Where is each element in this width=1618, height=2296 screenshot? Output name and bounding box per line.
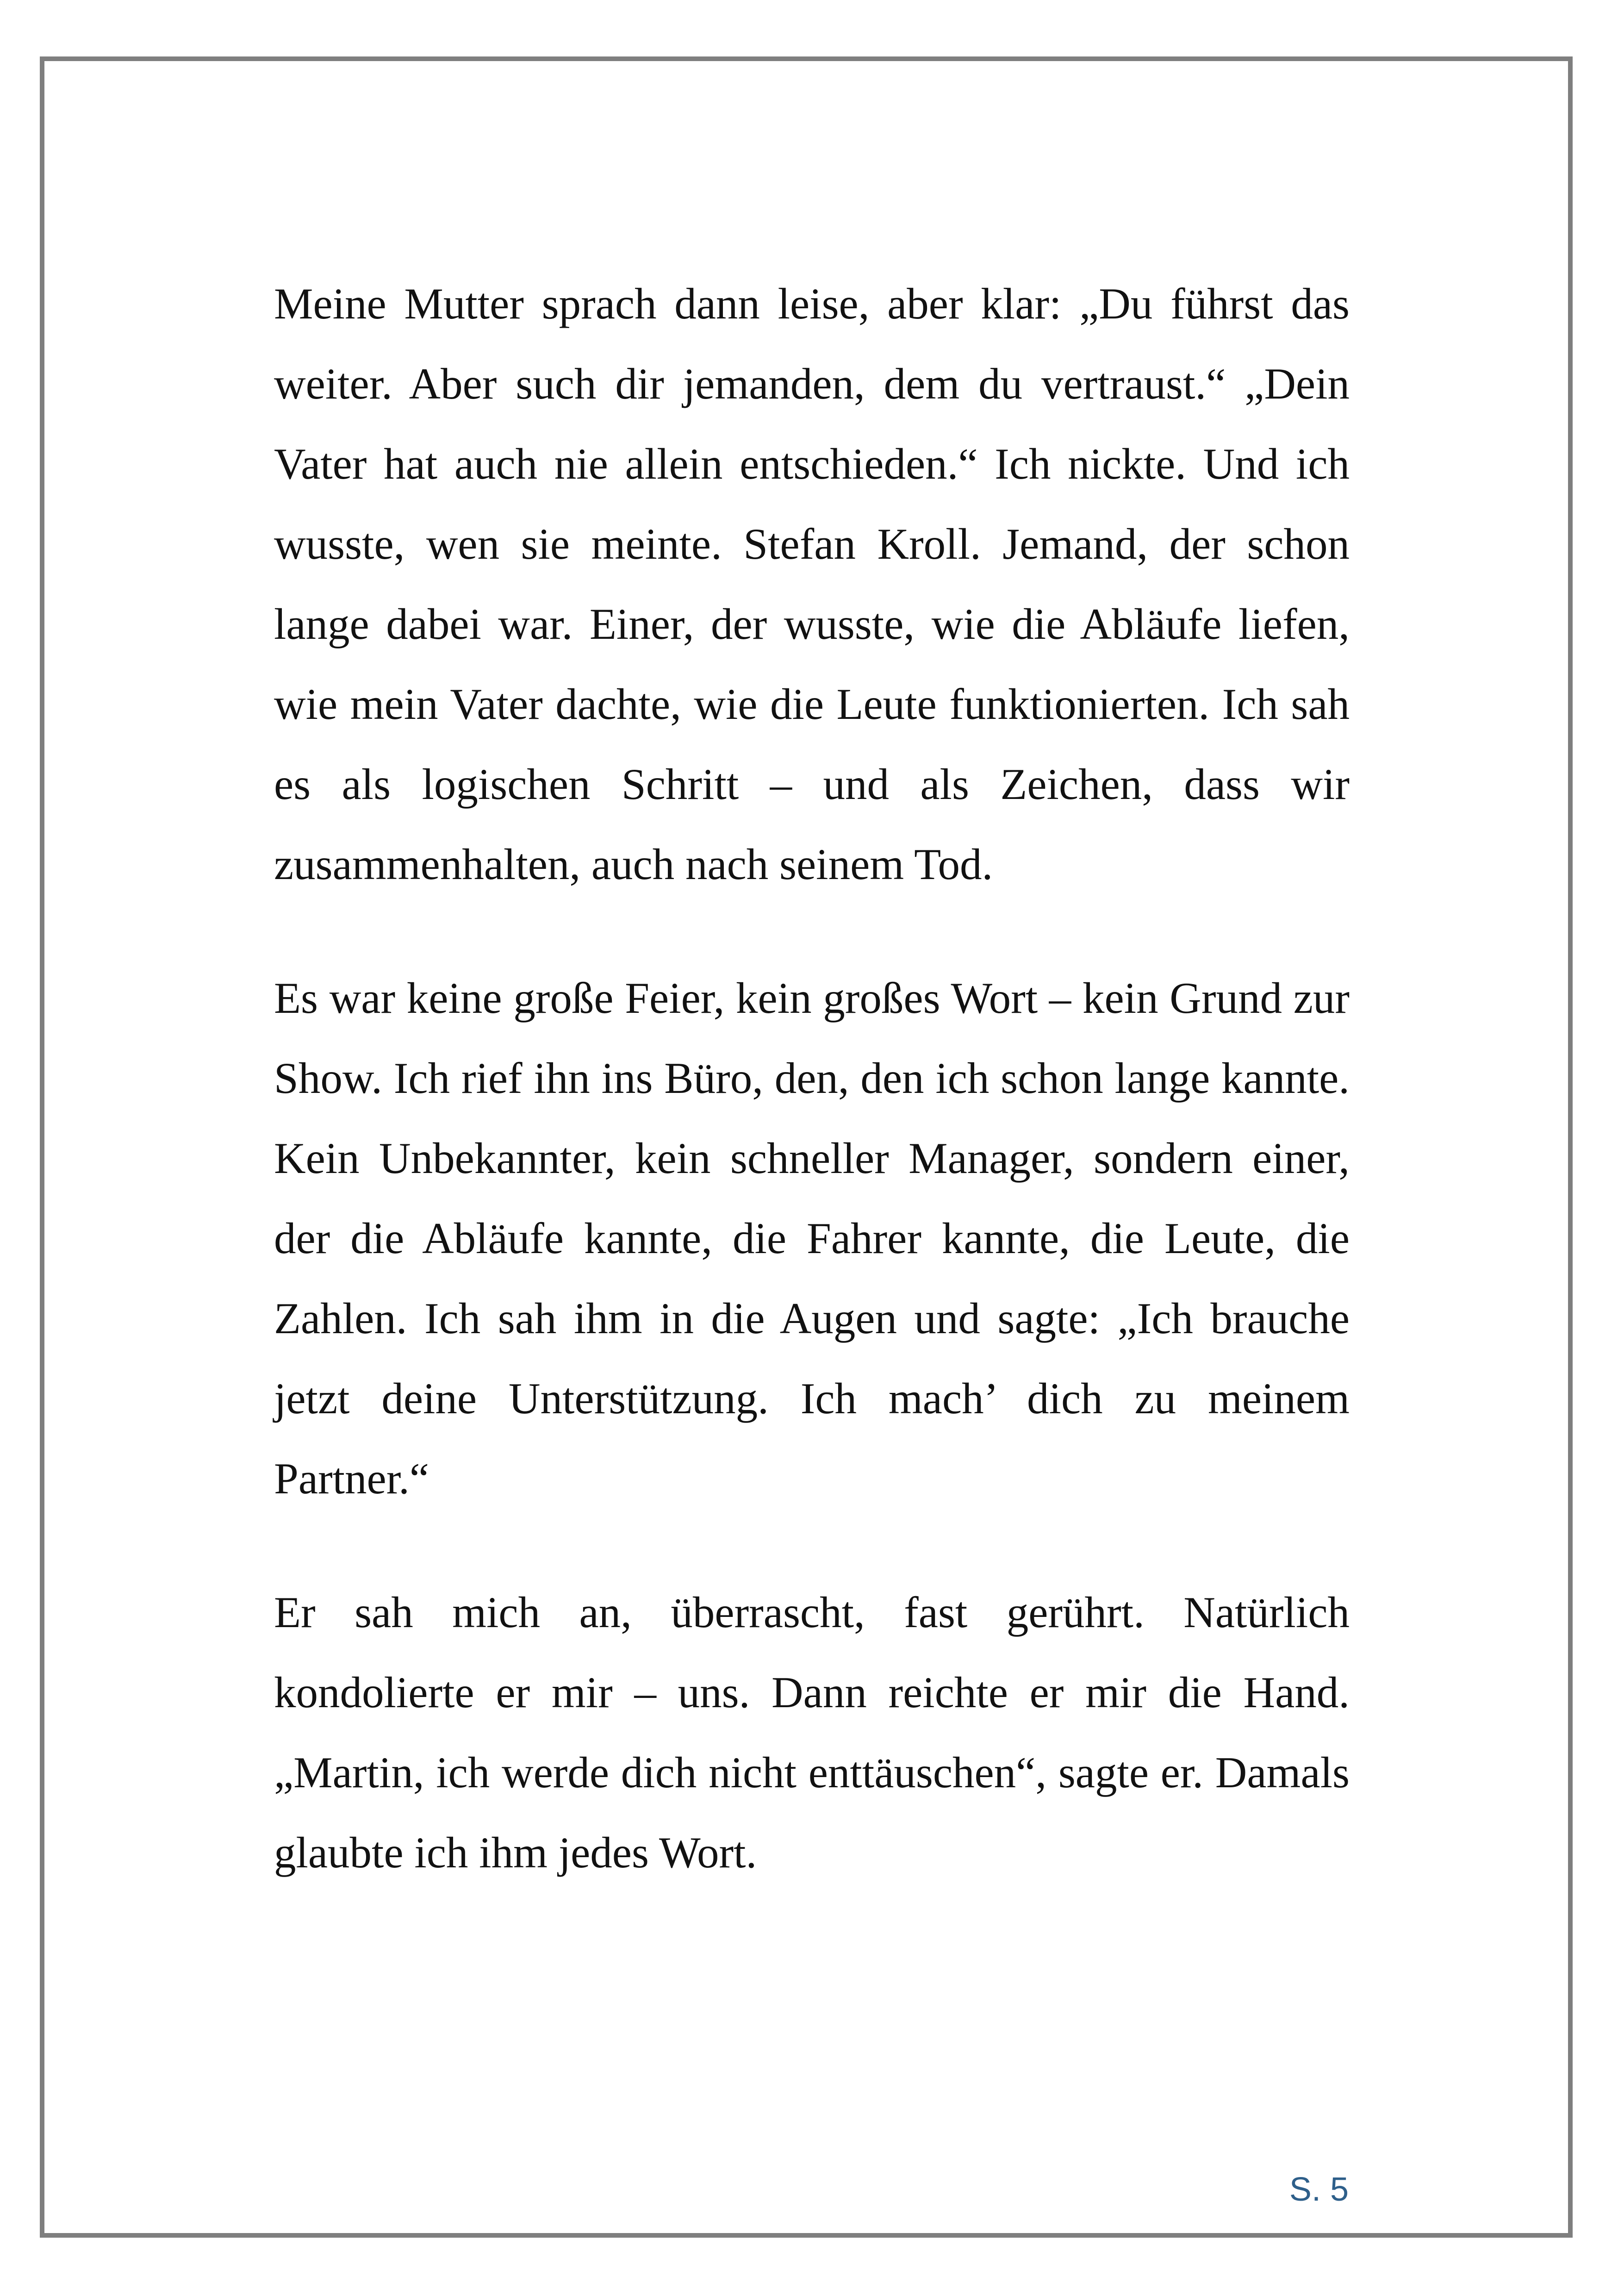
paragraph-1: Meine Mutter sprach dann leise, aber klar: „Du führst das weiter. Aber such dir jemanden, dem du vertraust.“ „Dein Vater hat auch nie allein entschieden.“ Ich nickte. Und ich wusste, wen sie meinte. Stefan Kroll. Jemand, der schon lange dabei war. Einer, der wusste, wie die Abläufe liefen, wie mein Vater dachte, wie die Leute funktionierten. Ich sah es als logischen Schritt – und als Zeichen, dass wir zusammenhalten, auch nach seinem Tod. [274,279,1350,889]
text-column [274,264,1350,1947]
paragraph-2: Es war keine große Feier, kein großes Wort – kein Grund zur Show. Ich rief ihn ins Büro, den, den ich schon lange kannte. Kein Unbekannter, kein schneller Manager, sondern einer, der die Abläufe kannte, die Fahrer kannte, die Leute, die Zahlen. Ich sah ihm in die Augen und sagte: „Ich brauche jetzt deine Unterstützung. Ich mach’ dich zu meinem Partner.“ [274,973,1350,1503]
paragraph-3: Er sah mich an, überrascht, fast gerührt. Natürlich kondolierte er mir – uns. Dann reichte er mir die Hand. „Martin, ich werde dich nicht enttäuschen“, sagte er. Damals glaubte ich ihm jedes Wort. [274,1588,1350,1877]
page-number: S. 5 [1289,2171,1349,2208]
